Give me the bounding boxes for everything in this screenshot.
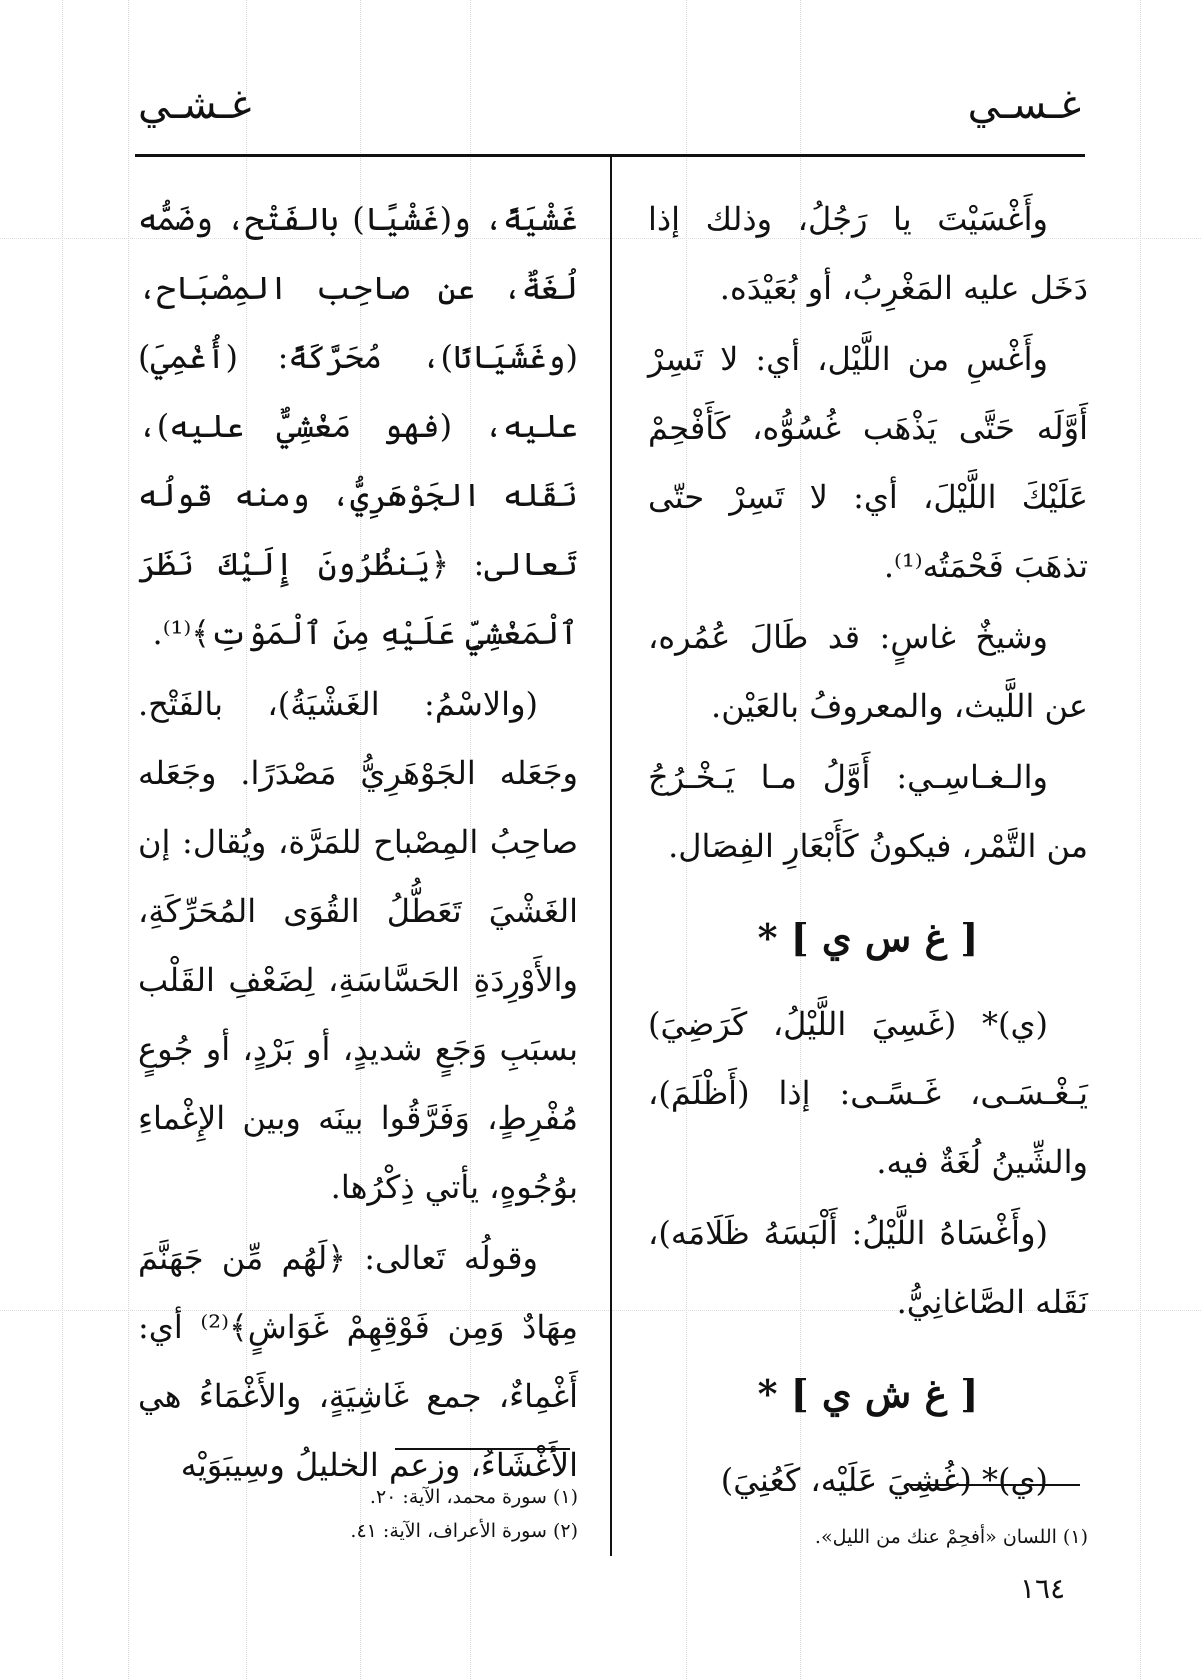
footnote: (١) سورة محمد، الآية: ٢٠. <box>369 1486 578 1508</box>
page-number: ١٦٤ <box>1020 1572 1066 1605</box>
left-column <box>138 185 578 1502</box>
paragraph: وأَغْسَيْتَ يا رَجُلُ، وذلك إذا دَخَل عليه المَغْرِبُ، أو بُعَيْدَه. <box>648 200 1088 307</box>
footnotes-left <box>138 1480 578 1548</box>
scan-grid-line <box>1140 0 1141 1679</box>
running-header-left: غـشـي <box>138 82 252 128</box>
paragraph: (والاسْمُ: الغَشْيَةُ)، بالفَتْح. وجَعَله الجَوْهَرِيُّ مَصْدَرًا. وجَعَله صاحِبُ المِصْباح للمَرَّة، ويُقال: إن الغَشْيَ تَعَطُّلُ القُوَى المُحَرِّكَةِ، والأَوْرِدَةِ الحَسَّاسَةِ، لِضَعْفِ القَلْب بسبَبِ وَجَعٍ شديدٍ، أو بَرْدٍ، أو جُوعٍ مُفْرِطٍ، وَفَرَّقُوا بينَه وبين الإِغْماءِ بوُجُوهٍ، يأتي ذِكْرُها. <box>138 685 578 1206</box>
footnote: (٢) سورة الأعراف، الآية: ٤١. <box>350 1520 578 1542</box>
column-divider <box>610 156 612 1556</box>
paragraph: غَشْيَةً، و(غَشْيًا) بالفَتْح، وضَمُّه لُغَةٌ، عن صاحِب المِصْبَاح، (وغَشَيَانًا)، مُحَرَّكَةً: (أُغْمِيَ) عليه، (فهو مَغْشِيٌّ عليه)، نَقَله الجَوْهَرِيُّ، ومنه قولُه تَعالى: ﴿يَنظُرُونَ إِلَيْكَ نَظَرَ ٱلْمَغْشِيِّ عَلَيْهِ مِنَ ٱلْمَوْتِ﴾⁽¹⁾. <box>138 200 578 652</box>
paragraph: وشيخٌ غاسٍ: قد طَالَ عُمُره، عن اللَّيث، والمعروفُ بالعَيْن. <box>648 618 1088 725</box>
entry-heading: [ غ س ي ] * <box>757 915 979 960</box>
footnote-rule <box>905 1484 1080 1486</box>
paragraph: (ي)* (غَسِيَ اللَّيْلُ، كَرَضِيَ) يَـغْـسَـى، غَـسًـى: إذا (أَظْلَمَ)، والشِّينُ لُغَةٌ فيه. <box>648 1005 1088 1181</box>
footnote: (١) اللسان «أفحِمْ عنك من الليل». <box>814 1526 1088 1548</box>
paragraph: والـغـاسِـي: أَوَّلُ مـا يَـخْـرُجُ من التَّمْر، فيكونُ كَأَبْعَارِ الفِصَال. <box>648 758 1088 865</box>
paragraph: وأَغْسِ من اللَّيْل، أي: لا تَسِرْ أَوَّلَه حَتَّى يَذْهَب غُسُوُّه، كَأَفْحِمْ عَلَيْكَ اللَّيْلَ، أي: لا تَسِرْ حتّى تذهَبَ فَحْمَتُه⁽¹⁾. <box>648 340 1088 585</box>
footnotes-right <box>648 1520 1088 1554</box>
paragraph: (وأَغْسَاهُ اللَّيْلُ: أَلْبَسَهُ ظَلَامَه)، نَقَله الصَّاغانِيُّ. <box>648 1214 1088 1321</box>
running-header-right: غـسـي <box>967 82 1081 128</box>
paragraph: وقولُه تَعالى: ﴿لَهُم مِّن جَهَنَّمَ مِهَادٌ وَمِن فَوْقِهِمْ غَوَاشٍ﴾⁽²⁾ أي: أَغْمِاءٌ، جمع غَاشِيَةٍ، والأَغْمَاءُ هي الأَغْشَاءُ، وزعم الخليلُ وسِيبَوَيْه <box>138 1239 578 1484</box>
entry-heading: [ غ ش ي ] * <box>757 1371 979 1416</box>
scan-grid-line <box>128 0 129 1679</box>
paragraph: (ي)* (غُشِيَ عَلَيْه، كَعُنِيَ) <box>720 1461 1048 1499</box>
right-column <box>648 185 1088 1517</box>
footnote-rule <box>395 1448 570 1450</box>
scan-grid-line <box>62 0 63 1679</box>
